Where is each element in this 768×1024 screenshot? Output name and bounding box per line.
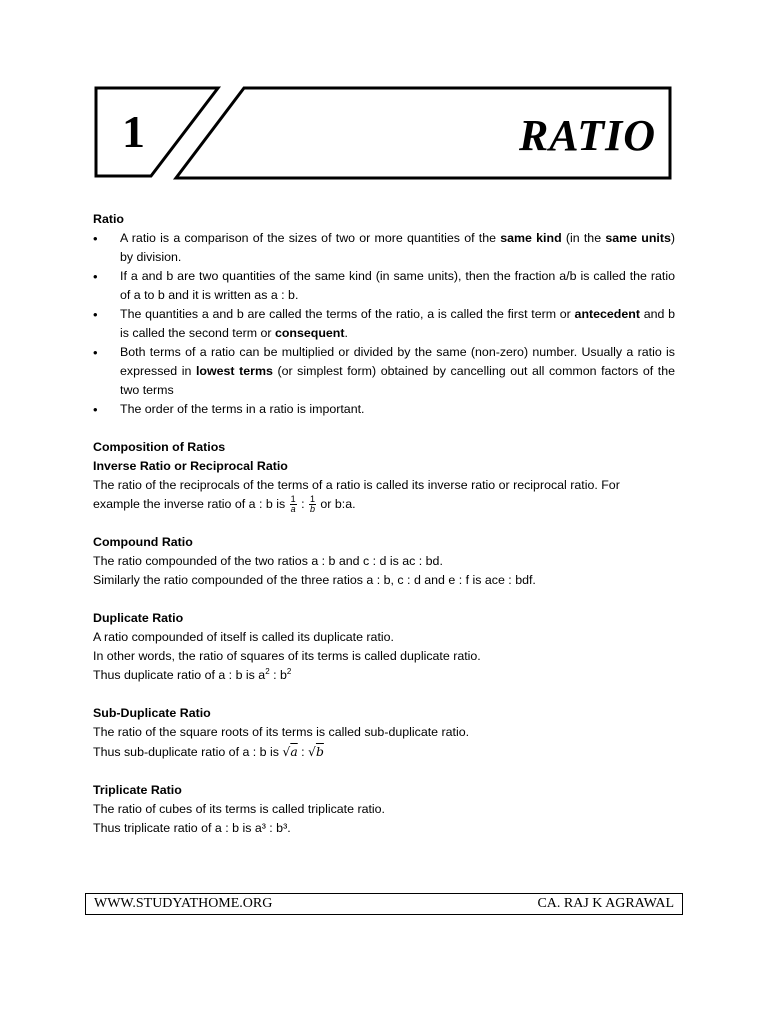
chapter-title: RATIO [518,111,656,160]
inverse-line-2 [93,495,675,514]
text-run: : [297,745,309,760]
fraction-one-over-a [290,495,297,514]
superscript: 2 [265,667,270,677]
bold-term: same kind [500,231,562,245]
subduplicate-line-2 [93,742,675,762]
duplicate-line-2: In other words, the ratio of squares of its terms is called duplicate ratio. [93,649,481,664]
text-run: : [297,497,308,511]
list-item: • If a and b are two quantities of the same kind (in same units), then the fraction a/b is called the ratio of a to b and it is written as a : b. [93,267,675,305]
square-root-a [282,744,297,759]
text-run: and b is called the second term or [120,307,675,340]
subsection-title-inverse: Inverse Ratio or Reciprocal Ratio [93,459,288,473]
section-title-triplicate: Triplicate Ratio [93,783,182,798]
duplicate-line-1: A ratio compounded of itself is called its duplicate ratio. [93,630,394,645]
page-footer [85,893,683,915]
radical-sign: √ [308,744,316,760]
fraction-denominator: a [290,504,296,515]
triplicate-line-2: Thus triplicate ratio of a : b is a³ : b³. [93,821,291,836]
text-run: Thus duplicate ratio of a : b is a [93,668,266,683]
text-run: (in the [561,231,606,245]
list-item [93,229,675,267]
list-item: • The order of the terms in a ratio is important. [93,400,675,419]
section-title-compound: Compound Ratio [93,535,193,550]
bold-term: same units [605,231,671,245]
footer-author: CA. RAJ K AGRAWAL [537,896,674,911]
compound-line-2: Similarly the ratio compounded of the three ratios a : b, c : d and e : f is ace : bdf. [93,573,536,588]
chapter-header-frame [0,0,768,200]
chapter-number-box [96,88,218,176]
text-run: (or simplest form) obtained by cancelling out all common factors of the two terms [120,364,675,397]
text-run: A ratio is a comparison of the sizes of two or more quantities of the [120,231,501,245]
radical-sign: √ [282,744,291,760]
chapter-number: 1 [122,106,145,157]
inverse-line-1: The ratio of the reciprocals of the terms of a ratio is called its inverse ratio or reciprocal ratio. For [93,478,620,492]
fraction-denominator: b [309,504,315,515]
text-run: or b:a. [316,497,356,511]
radicand: a [290,744,298,760]
superscript: 2 [286,667,292,677]
text-run: The quantities a and b are called the terms of the ratio, a is called the first term or [120,307,575,321]
triplicate-line-1: The ratio of cubes of its terms is called triplicate ratio. [93,802,385,817]
duplicate-line-3 [93,666,675,685]
list-item [93,343,675,400]
bold-term: antecedent [574,307,640,321]
page-content [93,210,675,838]
text-run: ) by division. [120,231,675,264]
compound-line-1: The ratio compounded of the two ratios a : b and c : d is ac : bd. [93,554,443,569]
square-root-b [308,744,324,759]
section-title-duplicate: Duplicate Ratio [93,611,184,626]
fraction-numerator: 1 [309,494,315,505]
fraction-numerator: 1 [290,494,296,505]
radicand: b [315,744,324,760]
footer-website: WWW.STUDYATHOME.ORG [94,896,273,911]
ratio-bullet-list [93,229,675,419]
section-title-composition: Composition of Ratios [93,440,226,454]
section-title-ratio: Ratio [93,212,124,226]
subduplicate-line-1: The ratio of the square roots of its terms is called sub-duplicate ratio. [93,725,470,740]
section-title-subduplicate: Sub-Duplicate Ratio [93,706,211,721]
text-run: example the inverse ratio of a : b is [93,497,289,511]
text-run: : b [269,668,287,683]
text-run: . [344,326,348,340]
bold-term: consequent [274,326,345,340]
bold-term: lowest terms [195,364,273,378]
list-item [93,305,675,343]
text-run: Both terms of a ratio can be multiplied or divided by the same (non-zero) number. Usually a ratio is expressed in [120,345,675,378]
fraction-one-over-b [309,495,316,514]
text-run: Thus sub-duplicate ratio of a : b is [93,745,283,760]
